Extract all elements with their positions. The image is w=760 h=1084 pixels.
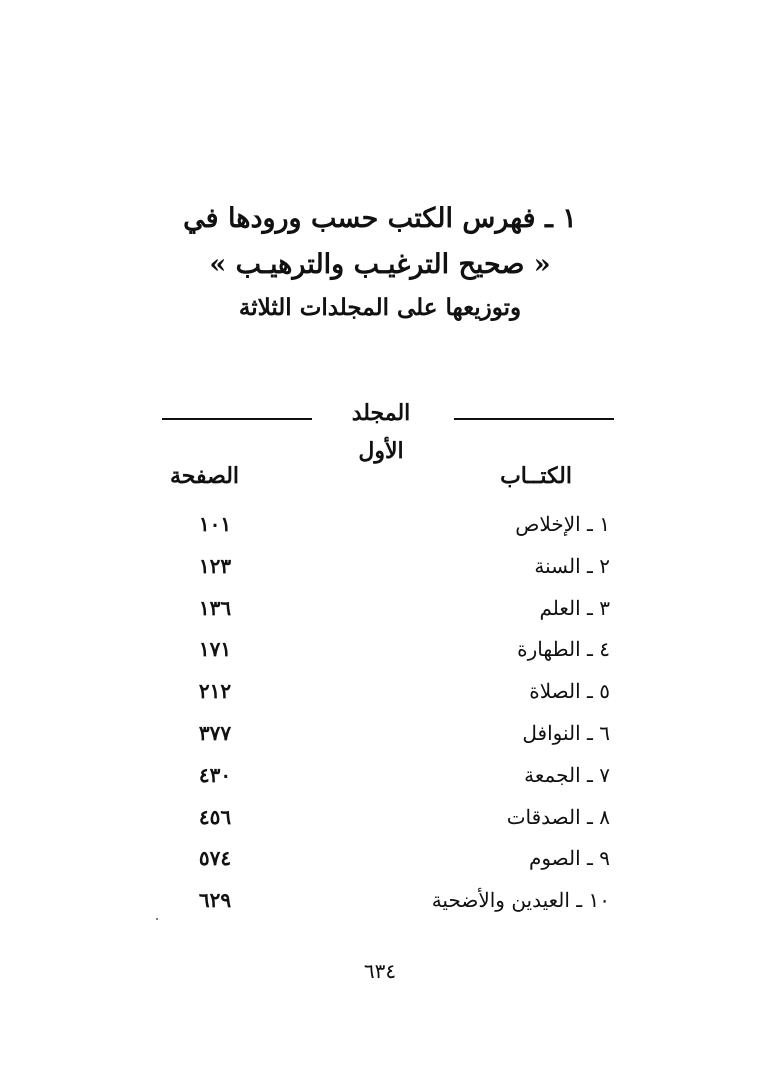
column-header-page: الصفحة — [170, 463, 240, 489]
toc-entry-page: ٢١٢ — [198, 679, 232, 704]
heading-line-3: وتوزيعها على المجلدات الثلاثة — [238, 294, 522, 321]
toc-row — [162, 882, 610, 924]
heading-line-2: « صحيح الترغيـب والترهيـب » — [209, 249, 551, 280]
toc-entry-title: ٧ ـ الجمعة — [524, 762, 610, 787]
toc-row — [162, 840, 610, 882]
toc-row — [162, 799, 610, 841]
toc-entry-title: ٢ ـ السنة — [534, 553, 610, 578]
scan-speck — [156, 918, 158, 920]
toc-entry-title: ١٠ ـ العيدين والأضحية — [431, 888, 610, 913]
toc-entry-title: ٥ ـ الصلاة — [529, 679, 610, 704]
volume-rule-right — [454, 418, 614, 420]
volume-label: المجلد الأول — [351, 400, 411, 464]
toc-row — [162, 506, 610, 548]
toc-entry-title: ٩ ـ الصوم — [528, 846, 610, 871]
toc-entry-title: ٣ ـ العلم — [539, 595, 610, 620]
toc-entry-page: ١٧١ — [198, 637, 232, 662]
toc-entry-page: ١٠١ — [198, 512, 232, 536]
toc-entry-page: ٥٧٤ — [198, 846, 232, 871]
toc-entry-title: ٦ ـ النوافل — [522, 720, 610, 745]
page-number: ٦٣٤ — [363, 959, 397, 983]
toc-entry-page: ٤٥٦ — [198, 804, 232, 829]
toc-entry-title: ٤ ـ الطهارة — [517, 637, 610, 662]
toc-list — [162, 506, 610, 924]
index-heading — [0, 196, 760, 328]
toc-row — [162, 673, 610, 715]
toc-entry-title: ١ ـ الإخلاص — [515, 512, 610, 536]
toc-row — [162, 631, 610, 673]
toc-entry-page: ١٢٣ — [198, 553, 232, 578]
column-header-book: الكتــاب — [500, 463, 572, 489]
toc-entry-page: ٤٣٠ — [198, 762, 232, 787]
toc-row — [162, 715, 610, 757]
toc-entry-page: ١٣٦ — [198, 595, 232, 620]
toc-entry-title: ٨ ـ الصدقات — [506, 804, 610, 829]
toc-entry-page: ٦٢٩ — [198, 888, 232, 913]
heading-line-1: ١ ـ فهرس الكتب حسب ورودها في — [183, 203, 577, 234]
toc-row — [162, 548, 610, 590]
volume-rule-left — [162, 418, 312, 420]
toc-entry-page: ٣٧٧ — [198, 720, 232, 745]
toc-row — [162, 590, 610, 632]
toc-row — [162, 757, 610, 799]
volume-divider — [162, 394, 614, 464]
